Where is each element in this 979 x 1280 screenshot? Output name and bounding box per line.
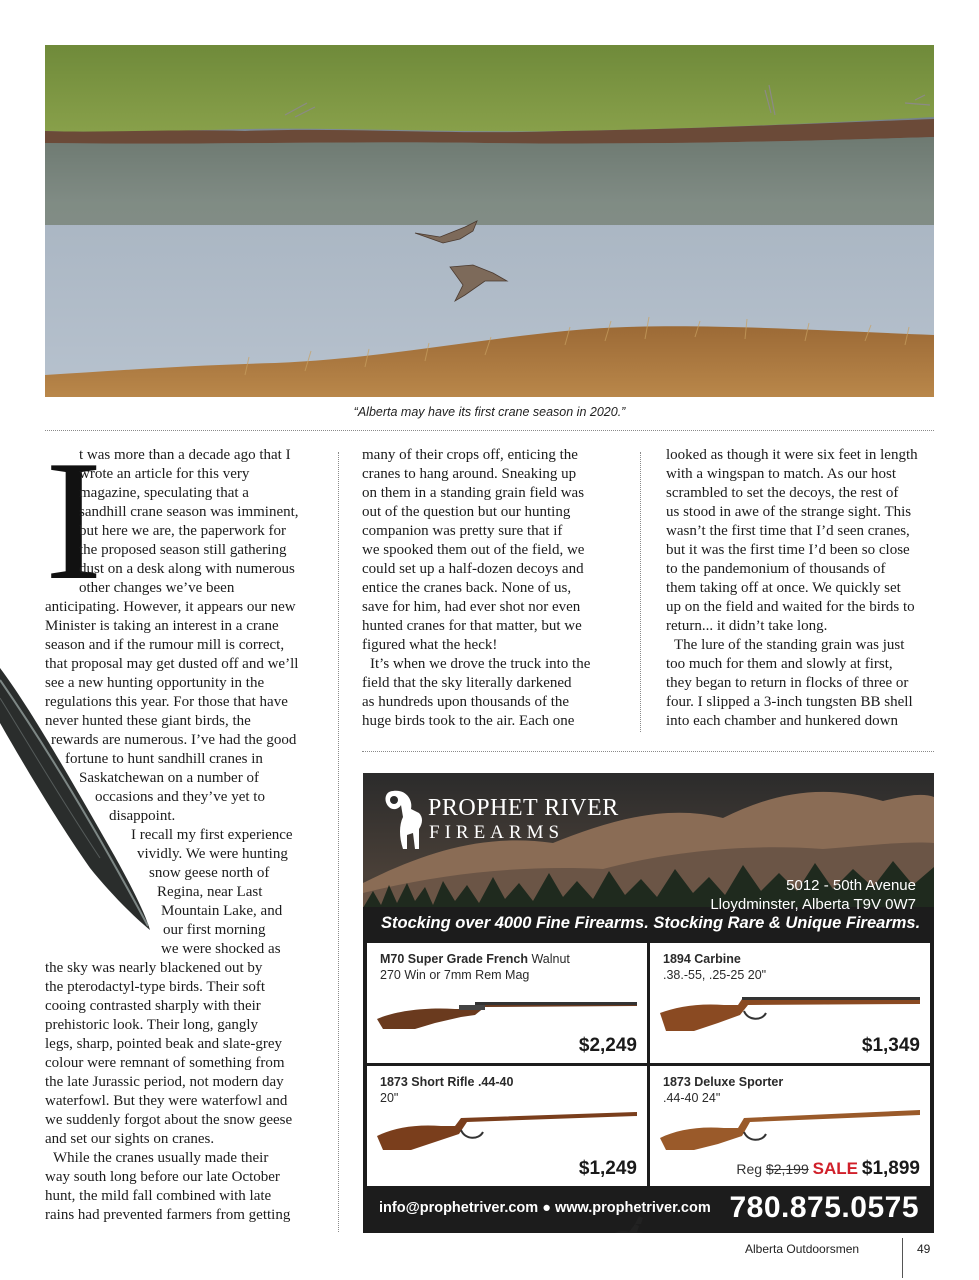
text-line: but it was the first time I’d been so close [666, 542, 910, 558]
footer-divider [902, 1238, 903, 1278]
text-line: snow geese north of [149, 865, 270, 881]
text-line: them taking off at once. We quickly set [666, 580, 901, 596]
product-spec: .38.-55, .25-25 20" [663, 968, 767, 982]
text-line: companion was pretty sure that if [362, 523, 563, 539]
text-line: to the pandemonium of thousands of [666, 561, 886, 577]
text-line: entice the cranes back. None of us, [362, 580, 572, 596]
product-spec: .44-40 24" [663, 1091, 721, 1105]
text-line: we suddenly forgot about the snow geese [45, 1112, 293, 1128]
product-name: M70 Super Grade French Walnut [380, 952, 570, 966]
regular-price: $2,199 [765, 1161, 809, 1177]
text-line: we spooked them out of the field, we [362, 542, 585, 558]
product-price: $2,249 [578, 1035, 637, 1056]
lever-rifle-icon [658, 1106, 920, 1152]
text-line: many of their crops off, enticing the [362, 447, 578, 463]
publication-name: Alberta Outdoorsmen [745, 1242, 860, 1256]
text-line: legs, sharp, pointed beak and slate-grey [45, 1036, 283, 1052]
drop-cap: I [45, 426, 103, 616]
product-price [736, 1158, 920, 1180]
photo-caption: “Alberta may have its first crane season in 2020.” [353, 405, 626, 419]
text-line: Saskatchewan on a number of [79, 770, 259, 786]
text-line: other changes we’ve been [79, 580, 235, 596]
text-line: way south long before our late October [45, 1169, 280, 1185]
page-number: 49 [917, 1242, 931, 1256]
text-line: as hundreds upon thousands of the [362, 694, 570, 710]
product-card-m70[interactable] [367, 943, 647, 1063]
product-card-1873-deluxe[interactable] [650, 1066, 930, 1186]
text-line: the proposed season still gathering [79, 542, 287, 558]
text-line: could set up a half-dozen decoys and [362, 561, 584, 577]
text-line: four. I slipped a 3-inch tungsten BB shell [666, 694, 913, 710]
article-column-2 [362, 446, 632, 731]
sale-label: SALE [812, 1159, 858, 1178]
product-name: 1894 Carbine [663, 952, 741, 966]
text-line: but here we are, the paperwork for [79, 523, 286, 539]
divider [45, 430, 934, 431]
text-line: hunted cranes for that matter, but we [362, 618, 582, 634]
text-line: scrambled to set the decoys, the rest of [666, 485, 899, 501]
text-line: rains had prevented farmers from getting [45, 1207, 291, 1223]
text-line: out of the question but our hunting [362, 504, 571, 520]
product-spec: 270 Win or 7mm Rem Mag [380, 968, 530, 982]
ad-logo-subtitle: FIREARMS [429, 822, 565, 843]
regular-price-label: Reg [736, 1161, 766, 1177]
text-line: the pterodactyl-type birds. Their soft [45, 979, 266, 995]
ad-logo-title: PROPHET RIVER [428, 795, 619, 821]
product-spec: 20" [380, 1091, 399, 1105]
product-name: 1873 Short Rifle .44-40 [380, 1075, 514, 1089]
ad-phone-number[interactable]: 780.875.0575 [729, 1191, 919, 1224]
article-column-3 [666, 446, 936, 731]
text-line: field that the sky literally darkened [362, 675, 572, 691]
text-line: disappoint. [109, 808, 176, 824]
crane-photo [45, 45, 934, 397]
text-line: regulations this year. For those that have [45, 694, 288, 710]
text-line: our first morning [163, 922, 266, 938]
text-line: cooing contrasted sharply with their [45, 998, 261, 1014]
text-line: While the cranes usually made their [53, 1150, 269, 1166]
product-price: $1,349 [861, 1035, 920, 1056]
text-line: on them in a standing grain field was [362, 485, 585, 501]
text-line: dust on a desk along with numerous [79, 561, 295, 577]
text-line: the sky was nearly blackened out by [45, 960, 263, 976]
product-name: 1873 Deluxe Sporter [663, 1075, 784, 1089]
text-line: that proposal may get dusted off and we’ll [45, 656, 299, 672]
divider [362, 751, 934, 752]
text-line: us stood in awe of the strange sight. This [666, 504, 912, 520]
text-line: wasn’t the first time that I’d seen cranes, [666, 523, 910, 539]
text-line: Mountain Lake, and [161, 903, 283, 919]
prophet-river-ad[interactable] [363, 773, 934, 1233]
text-line: prehistoric look. Their long, gangly [45, 1017, 259, 1033]
ad-footer [363, 1186, 934, 1233]
text-line: I recall my first experience [131, 827, 293, 843]
text-line: into each chamber and hunkered down [666, 713, 898, 729]
text-line: hunt, the mild fall combined with late [45, 1188, 272, 1204]
text-line: we were shocked as [161, 941, 281, 957]
lever-rifle-icon [375, 1106, 637, 1152]
text-line: cranes to hang around. Sneaking up [362, 466, 577, 482]
lever-rifle-icon [658, 991, 920, 1033]
text-line: looked as though it were six feet in length [666, 447, 918, 463]
text-line: never hunted these giant birds, the [45, 713, 251, 729]
text-line: sandhill crane season was imminent, [79, 504, 299, 520]
text-line: too much for them and slowly at first, [666, 656, 893, 672]
text-line: fortune to hunt sandhill cranes in [65, 751, 263, 767]
product-grid [367, 943, 930, 1186]
text-line: rewards are numerous. I’ve had the good [51, 732, 297, 748]
text-line: wrote an article for this very [79, 466, 250, 482]
ad-address-line1: 5012 - 50th Avenue [786, 877, 916, 894]
bolt-rifle-icon [375, 993, 637, 1033]
product-card-1873-short[interactable] [367, 1066, 647, 1186]
ad-contact-info[interactable]: info@prophetriver.com ● www.prophetriver.com [379, 1200, 711, 1216]
text-line: save for him, had ever shot nor even [362, 599, 581, 615]
ad-tagline: Stocking over 4000 Fine Firearms. Stocking Rare & Unique Firearms. [381, 914, 921, 932]
text-line: see a new hunting opportunity in the [45, 675, 265, 691]
text-line: return... it didn’t take long. [666, 618, 828, 634]
ad-address-line2: Lloydminster, Alberta T9V 0W7 [710, 896, 916, 913]
text-line: anticipating. However, it appears our new [45, 599, 296, 615]
text-line: waterfowl. But they were waterfowl and [45, 1093, 288, 1109]
text-line: Minister is taking an interest in a crane [45, 618, 279, 634]
text-line: and set our sights on cranes. [45, 1131, 215, 1147]
column-divider [338, 452, 339, 1232]
text-line: t was more than a decade ago that I [79, 447, 291, 463]
article-column-1 [45, 426, 325, 1225]
text-line: magazine, speculating that a [79, 485, 249, 501]
text-line: colour were remnant of something from [45, 1055, 285, 1071]
text-line: up on the field and waited for the birds to [666, 599, 915, 615]
text-line: It’s when we drove the truck into the [370, 656, 591, 672]
text-line: Regina, near Last [157, 884, 263, 900]
column-divider [640, 452, 641, 732]
text-line: season and if the rumour mill is correct, [45, 637, 285, 653]
text-line: figured what the heck! [362, 637, 498, 653]
text-line: with a wingspan to match. As our host [666, 466, 896, 482]
text-line: vividly. We were hunting [137, 846, 288, 862]
text-line: The lure of the standing grain was just [674, 637, 905, 653]
product-card-1894-carbine[interactable] [650, 943, 930, 1063]
text-line: they began to return in flocks of three or [666, 675, 909, 691]
product-price: $1,249 [578, 1158, 637, 1179]
text-line: huge birds took to the air. Each one [362, 713, 575, 729]
sale-price: $1,899 [861, 1158, 920, 1179]
text-line: occasions and they’ve yet to [95, 789, 265, 805]
text-line: the late Jurassic period, not modern day [45, 1074, 284, 1090]
